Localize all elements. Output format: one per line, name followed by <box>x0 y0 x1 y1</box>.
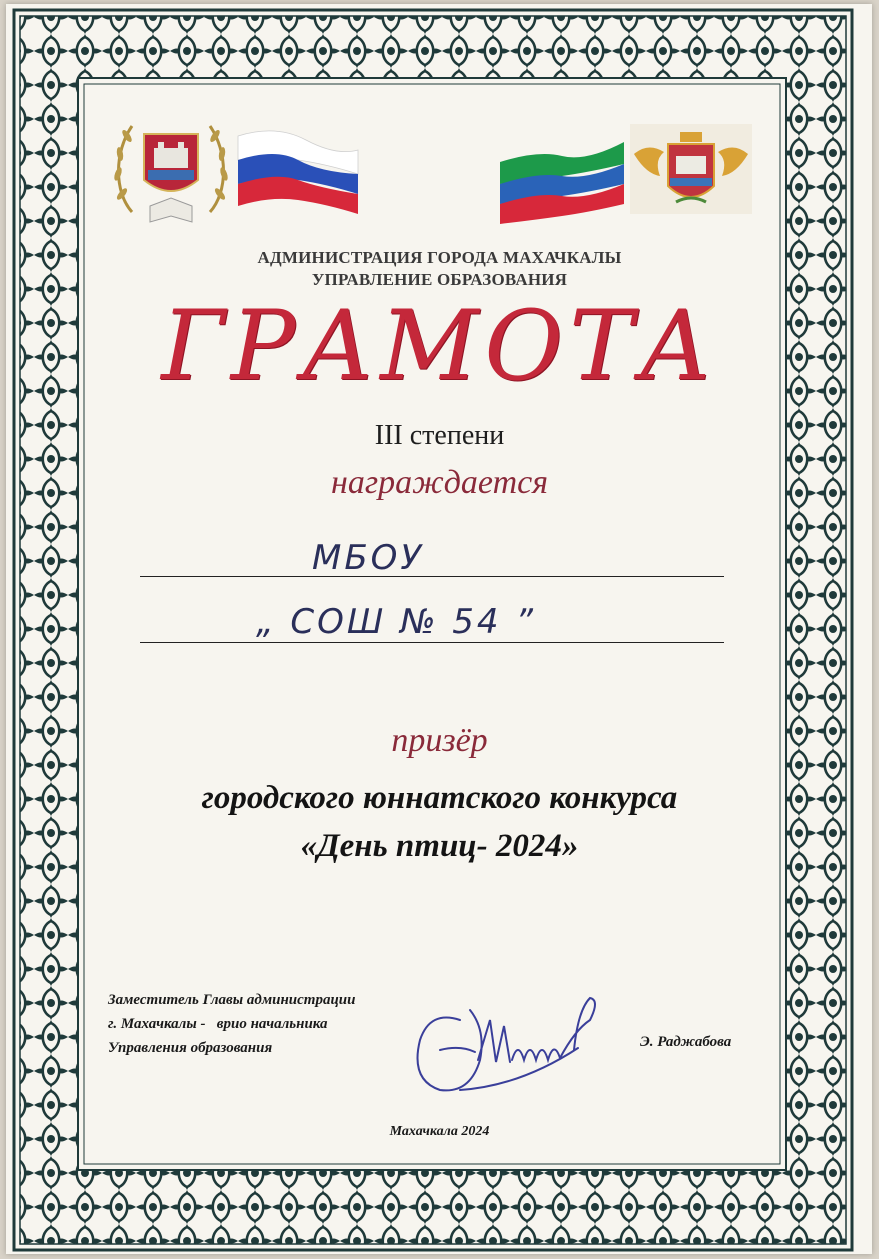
org-name-line2: УПРАВЛЕНИЕ ОБРАЗОВАНИЯ <box>311 270 568 289</box>
org-name-line1: АДМИНИСТРАЦИЯ ГОРОДА МАХАЧКАЛЫ <box>257 248 622 267</box>
result-label: призёр <box>391 722 488 759</box>
recipient-underline-2 <box>140 642 724 643</box>
signatory-position-line1: Заместитель Главы администрации <box>108 992 356 1008</box>
place-and-year: Махачкала 2024 <box>389 1124 490 1139</box>
awarded-label: награждается <box>330 464 549 501</box>
signer-name: Э. Раджабова <box>640 1034 732 1050</box>
contest-name-line1: городского юннатского конкурса <box>201 780 678 816</box>
recipient-line1-handwritten: МБОУ <box>312 538 425 578</box>
recipient-line2-handwritten: „ СОШ № 54 ” <box>256 602 536 642</box>
handwritten-signature <box>400 990 610 1110</box>
signatory-position-line3: Управления образования <box>108 1040 273 1056</box>
recipient-underline-1 <box>140 576 724 577</box>
makhachkala-laurel-emblem <box>110 112 232 230</box>
dagestan-flag-icon <box>498 136 626 226</box>
degree-label: III степени <box>374 420 505 451</box>
russia-flag-icon <box>236 130 360 216</box>
signatory-position <box>108 988 356 1060</box>
certificate-title: ГРАМОТА <box>161 290 718 402</box>
signatory-position-line2: г. Махачкалы - врио начальника <box>108 1016 328 1032</box>
makhachkala-coat-of-arms <box>630 124 752 214</box>
contest-name-line2: «День птиц- 2024» <box>300 828 579 864</box>
